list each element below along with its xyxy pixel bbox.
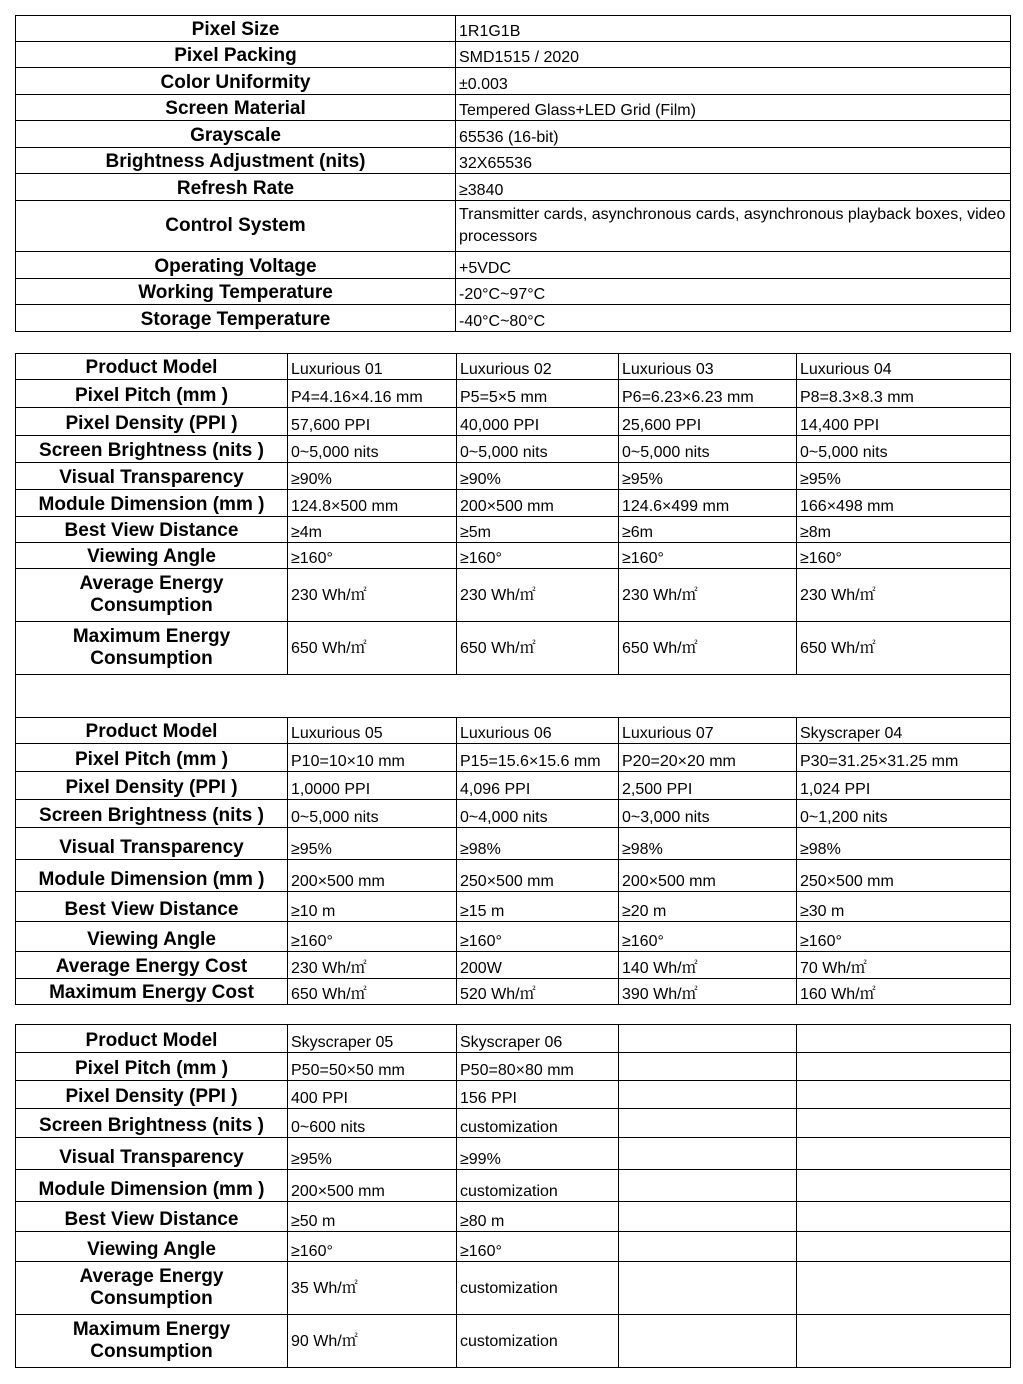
spec-cell: ≥6m xyxy=(619,517,797,543)
table-row xyxy=(16,622,1011,675)
spec-label: Best View Distance xyxy=(16,517,288,543)
spec-cell: 1,0000 PPI xyxy=(288,772,457,800)
table-row xyxy=(16,252,1011,279)
spec-label: Best View Distance xyxy=(16,892,288,922)
table-row xyxy=(16,95,1011,121)
spec-label: Average Energy Consumption xyxy=(16,569,288,622)
spec-cell: 124.8×500 mm xyxy=(288,490,457,517)
table-row xyxy=(16,408,1011,436)
table-row xyxy=(16,1262,1011,1315)
table-row xyxy=(16,148,1011,174)
spec-cell: ≥160° xyxy=(457,1232,619,1262)
spec-label: Storage Temperature xyxy=(16,305,456,332)
table-row xyxy=(16,279,1011,305)
spec-label: Maximum Energy Consumption xyxy=(16,622,288,675)
spacer-cell xyxy=(16,675,1011,718)
table-row xyxy=(16,174,1011,201)
spec-label: Screen Brightness (nits ) xyxy=(16,1109,288,1138)
spec-cell: Luxurious 03 xyxy=(619,354,797,380)
spec-cell: 90 Wh/㎡ xyxy=(288,1315,457,1368)
spec-cell: 200×500 mm xyxy=(288,1170,457,1202)
spec-value: ±0.003 xyxy=(456,68,1011,95)
table-row xyxy=(16,744,1011,772)
spec-value: 65536 (16-bit) xyxy=(456,121,1011,148)
spec-cell: 200×500 mm xyxy=(619,860,797,892)
spec-label: Operating Voltage xyxy=(16,252,456,279)
spec-cell: P50=50×50 mm xyxy=(288,1053,457,1081)
spec-cell: 14,400 PPI xyxy=(797,408,1011,436)
spec-cell: ≥8m xyxy=(797,517,1011,543)
spec-cell: customization xyxy=(457,1170,619,1202)
spec-cell xyxy=(797,1138,1011,1170)
spec-label: Color Uniformity xyxy=(16,68,456,95)
table-row xyxy=(16,1232,1011,1262)
spec-cell: 0~5,000 nits xyxy=(797,436,1011,463)
spec-cell: 140 Wh/㎡ xyxy=(619,952,797,979)
spec-cell: ≥80 m xyxy=(457,1202,619,1232)
spec-cell: ≥20 m xyxy=(619,892,797,922)
spec-label: Pixel Packing xyxy=(16,42,456,68)
spec-cell: ≥160° xyxy=(797,922,1011,952)
spec-cell: 0~5,000 nits xyxy=(288,436,457,463)
spec-cell: 230 Wh/㎡ xyxy=(797,569,1011,622)
spec-cell: 650 Wh/㎡ xyxy=(619,622,797,675)
spec-cell: ≥160° xyxy=(619,922,797,952)
spec-cell: 70 Wh/㎡ xyxy=(797,952,1011,979)
spec-cell: P4=4.16×4.16 mm xyxy=(288,380,457,408)
spec-cell xyxy=(619,1138,797,1170)
model-spec-table-2 xyxy=(15,1024,1011,1368)
spec-cell: Luxurious 05 xyxy=(288,718,457,744)
spec-cell: 230 Wh/㎡ xyxy=(288,952,457,979)
spec-cell: 0~1,200 nits xyxy=(797,800,1011,828)
spec-label: Screen Brightness (nits ) xyxy=(16,436,288,463)
spec-cell: Luxurious 04 xyxy=(797,354,1011,380)
spec-cell: 25,600 PPI xyxy=(619,408,797,436)
table-row xyxy=(16,1025,1011,1053)
table-row xyxy=(16,42,1011,68)
spec-cell: ≥90% xyxy=(288,463,457,490)
spec-label: Visual Transparency xyxy=(16,828,288,860)
spec-cell: ≥50 m xyxy=(288,1202,457,1232)
spec-label: Product Model xyxy=(16,354,288,380)
table-row xyxy=(16,1170,1011,1202)
spec-cell: 1,024 PPI xyxy=(797,772,1011,800)
spec-cell: P5=5×5 mm xyxy=(457,380,619,408)
table-row xyxy=(16,1202,1011,1232)
spec-label: Visual Transparency xyxy=(16,1138,288,1170)
spec-label: Pixel Pitch (mm ) xyxy=(16,380,288,408)
spec-label: Maximum Energy Consumption xyxy=(16,1315,288,1368)
spec-cell xyxy=(619,1025,797,1053)
spec-cell: ≥5m xyxy=(457,517,619,543)
spec-cell xyxy=(797,1081,1011,1109)
spec-cell: 650 Wh/㎡ xyxy=(288,979,457,1005)
table-row xyxy=(16,772,1011,800)
spec-cell: 160 Wh/㎡ xyxy=(797,979,1011,1005)
table-row xyxy=(16,718,1011,744)
spec-cell: ≥160° xyxy=(457,543,619,569)
spec-value: Transmitter cards, asynchronous cards, asynchronous playback boxes, video processors xyxy=(456,201,1011,252)
table-row xyxy=(16,1138,1011,1170)
table-row xyxy=(16,354,1011,380)
table-row xyxy=(16,436,1011,463)
spec-cell: 200×500 mm xyxy=(457,490,619,517)
spec-value: 1R1G1B xyxy=(456,16,1011,42)
spacer-row xyxy=(16,675,1011,718)
spec-cell: 230 Wh/㎡ xyxy=(457,569,619,622)
spec-label: Pixel Density (PPI ) xyxy=(16,408,288,436)
spec-cell xyxy=(619,1262,797,1315)
spec-cell: ≥95% xyxy=(797,463,1011,490)
spec-cell: P10=10×10 mm xyxy=(288,744,457,772)
spec-cell xyxy=(797,1232,1011,1262)
spec-label: Pixel Density (PPI ) xyxy=(16,772,288,800)
spec-cell xyxy=(797,1202,1011,1232)
spec-cell: ≥30 m xyxy=(797,892,1011,922)
spec-cell: ≥95% xyxy=(288,828,457,860)
table-row xyxy=(16,952,1011,979)
spec-label: Visual Transparency xyxy=(16,463,288,490)
spec-cell xyxy=(619,1170,797,1202)
spec-label: Control System xyxy=(16,201,456,252)
spec-label: Screen Brightness (nits ) xyxy=(16,800,288,828)
spec-cell: Skyscraper 06 xyxy=(457,1025,619,1053)
spec-value: SMD1515 / 2020 xyxy=(456,42,1011,68)
spec-cell: P30=31.25×31.25 mm xyxy=(797,744,1011,772)
table-row xyxy=(16,1081,1011,1109)
spec-cell: P6=6.23×6.23 mm xyxy=(619,380,797,408)
spec-label: Working Temperature xyxy=(16,279,456,305)
table-row xyxy=(16,16,1011,42)
spec-cell xyxy=(797,1315,1011,1368)
spec-label: Pixel Pitch (mm ) xyxy=(16,1053,288,1081)
spec-cell: ≥95% xyxy=(288,1138,457,1170)
spec-cell xyxy=(619,1053,797,1081)
spec-cell: Luxurious 01 xyxy=(288,354,457,380)
spec-cell: 520 Wh/㎡ xyxy=(457,979,619,1005)
spec-cell: 650 Wh/㎡ xyxy=(457,622,619,675)
spec-value: ≥3840 xyxy=(456,174,1011,201)
spec-cell: 400 PPI xyxy=(288,1081,457,1109)
table-row xyxy=(16,1109,1011,1138)
spec-cell: ≥160° xyxy=(797,543,1011,569)
spec-cell: 0~4,000 nits xyxy=(457,800,619,828)
general-spec-table xyxy=(15,15,1011,332)
spec-cell: 650 Wh/㎡ xyxy=(797,622,1011,675)
spec-cell: customization xyxy=(457,1262,619,1315)
spec-cell: 0~600 nits xyxy=(288,1109,457,1138)
spec-cell xyxy=(619,1202,797,1232)
table-row xyxy=(16,121,1011,148)
spec-cell: ≥98% xyxy=(457,828,619,860)
spec-cell xyxy=(619,1081,797,1109)
spec-cell: 124.6×499 mm xyxy=(619,490,797,517)
spec-value: 32X65536 xyxy=(456,148,1011,174)
spec-cell xyxy=(797,1262,1011,1315)
spec-cell: P8=8.3×8.3 mm xyxy=(797,380,1011,408)
spec-label: Viewing Angle xyxy=(16,543,288,569)
spec-cell: 200W xyxy=(457,952,619,979)
spec-cell: 0~3,000 nits xyxy=(619,800,797,828)
table-row xyxy=(16,305,1011,332)
spec-cell xyxy=(797,1025,1011,1053)
spec-cell: ≥160° xyxy=(619,543,797,569)
spec-label: Refresh Rate xyxy=(16,174,456,201)
table-row xyxy=(16,201,1011,252)
spec-cell: Luxurious 07 xyxy=(619,718,797,744)
spec-cell: 250×500 mm xyxy=(797,860,1011,892)
table-row xyxy=(16,892,1011,922)
spec-cell: ≥160° xyxy=(288,922,457,952)
spec-cell: ≥10 m xyxy=(288,892,457,922)
table-row xyxy=(16,800,1011,828)
spec-cell: Luxurious 06 xyxy=(457,718,619,744)
table-row xyxy=(16,68,1011,95)
table-row xyxy=(16,569,1011,622)
spec-label: Product Model xyxy=(16,1025,288,1053)
spec-cell: 390 Wh/㎡ xyxy=(619,979,797,1005)
spec-cell xyxy=(619,1109,797,1138)
spec-cell: ≥160° xyxy=(457,922,619,952)
spec-cell: Skyscraper 04 xyxy=(797,718,1011,744)
spec-cell: ≥99% xyxy=(457,1138,619,1170)
spec-cell: ≥95% xyxy=(619,463,797,490)
table-row xyxy=(16,490,1011,517)
spec-cell: 166×498 mm xyxy=(797,490,1011,517)
spec-value: Tempered Glass+LED Grid (Film) xyxy=(456,95,1011,121)
table-row xyxy=(16,543,1011,569)
spec-cell: Luxurious 02 xyxy=(457,354,619,380)
spec-value: -40°C~80°C xyxy=(456,305,1011,332)
spec-cell xyxy=(619,1315,797,1368)
spec-cell: 156 PPI xyxy=(457,1081,619,1109)
table-row xyxy=(16,1315,1011,1368)
spec-cell: 230 Wh/㎡ xyxy=(619,569,797,622)
spec-cell: 0~5,000 nits xyxy=(619,436,797,463)
spec-label: Viewing Angle xyxy=(16,922,288,952)
table-row xyxy=(16,517,1011,543)
spec-label: Brightness Adjustment (nits) xyxy=(16,148,456,174)
spec-cell: 40,000 PPI xyxy=(457,408,619,436)
spec-cell xyxy=(797,1170,1011,1202)
spec-label: Grayscale xyxy=(16,121,456,148)
table-row xyxy=(16,828,1011,860)
spec-label: Product Model xyxy=(16,718,288,744)
table-row xyxy=(16,1053,1011,1081)
spec-cell: customization xyxy=(457,1109,619,1138)
spec-label: Screen Material xyxy=(16,95,456,121)
table-row xyxy=(16,922,1011,952)
spec-cell xyxy=(797,1053,1011,1081)
spec-label: Average Energy Cost xyxy=(16,952,288,979)
spec-cell: P50=80×80 mm xyxy=(457,1053,619,1081)
table-row xyxy=(16,380,1011,408)
table-row xyxy=(16,860,1011,892)
spec-label: Best View Distance xyxy=(16,1202,288,1232)
spec-cell: ≥4m xyxy=(288,517,457,543)
spec-value: +5VDC xyxy=(456,252,1011,279)
spec-cell: Skyscraper 05 xyxy=(288,1025,457,1053)
spec-cell: 57,600 PPI xyxy=(288,408,457,436)
spec-label: Pixel Size xyxy=(16,16,456,42)
spec-label: Module Dimension (mm ) xyxy=(16,860,288,892)
spec-cell: ≥90% xyxy=(457,463,619,490)
spec-label: Pixel Pitch (mm ) xyxy=(16,744,288,772)
spec-cell: 250×500 mm xyxy=(457,860,619,892)
spec-cell: ≥98% xyxy=(619,828,797,860)
spec-label: Pixel Density (PPI ) xyxy=(16,1081,288,1109)
spec-cell xyxy=(619,1232,797,1262)
spec-value: -20°C~97°C xyxy=(456,279,1011,305)
spec-label: Module Dimension (mm ) xyxy=(16,490,288,517)
spec-label: Maximum Energy Cost xyxy=(16,979,288,1005)
spec-label: Average Energy Consumption xyxy=(16,1262,288,1315)
spec-label: Viewing Angle xyxy=(16,1232,288,1262)
spec-cell: P15=15.6×15.6 mm xyxy=(457,744,619,772)
spec-cell: P20=20×20 mm xyxy=(619,744,797,772)
spec-cell: 35 Wh/㎡ xyxy=(288,1262,457,1315)
table-row xyxy=(16,979,1011,1005)
spec-cell: 200×500 mm xyxy=(288,860,457,892)
model-spec-table xyxy=(15,353,1011,1005)
spec-cell xyxy=(797,1109,1011,1138)
spec-cell: ≥160° xyxy=(288,543,457,569)
spec-cell: 4,096 PPI xyxy=(457,772,619,800)
spec-cell: ≥160° xyxy=(288,1232,457,1262)
spec-label: Module Dimension (mm ) xyxy=(16,1170,288,1202)
spec-cell: ≥15 m xyxy=(457,892,619,922)
spec-cell: 0~5,000 nits xyxy=(457,436,619,463)
spec-cell: ≥98% xyxy=(797,828,1011,860)
spec-cell: customization xyxy=(457,1315,619,1368)
spec-cell: 650 Wh/㎡ xyxy=(288,622,457,675)
spec-cell: 0~5,000 nits xyxy=(288,800,457,828)
spec-cell: 2,500 PPI xyxy=(619,772,797,800)
spec-cell: 230 Wh/㎡ xyxy=(288,569,457,622)
table-row xyxy=(16,463,1011,490)
